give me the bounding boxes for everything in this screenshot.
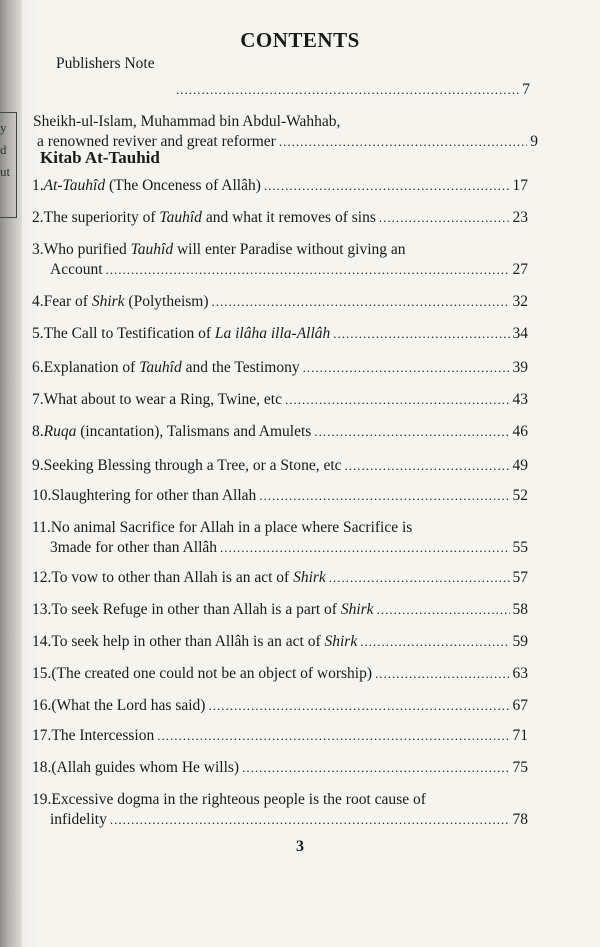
toc-entry-line: Sheikh-ul-Islam, Muhammad bin Abdul-Wahhab, [33,113,341,130]
toc-entry-label [32,568,326,588]
leader-dots [264,176,510,196]
chapter-title: What about to wear a Ring, Twine, etc [43,391,282,408]
leader-dots [279,132,527,152]
chapter-title-italic: Shirk [91,293,125,310]
toc-entry [32,390,528,410]
toc-entry-page: 59 [512,633,528,650]
toc-entry-page: 46 [512,423,528,440]
chapter-title: To seek Refuge in other than Allah is a part of [51,601,341,618]
toc-entry-label: a renowned reviver and great reformer [37,133,276,150]
chapter-title: Explanation of [43,359,140,376]
toc-entry-label [32,696,205,716]
leader-dots [110,810,510,830]
toc-entry-page: 78 [512,811,528,828]
chapter-title: (What the Lord has said) [51,697,206,714]
leader-dots [106,260,510,280]
chapter-title-italic: La ilâha illa-Allâh [214,325,331,342]
toc-entry-page: 27 [512,261,528,278]
toc-entry-page: 17 [512,177,528,194]
toc-entry-page: 52 [512,487,528,504]
chapter-title: The superiority of [43,209,160,226]
page-title: CONTENTS [240,28,360,52]
chapter-title-rest: will enter Paradise without giving an [173,241,406,258]
leader-dots [212,292,510,312]
leader-dots [345,456,510,476]
leader-dots [259,486,509,506]
toc-entry-label [32,456,342,476]
leader-dots [303,358,510,378]
toc-entry [32,518,528,558]
toc-entry [32,208,528,228]
toc-entry-page: 63 [512,665,528,682]
toc-entry-label-continued: infidelity [50,811,107,828]
toc-entry-page: 34 [512,325,528,342]
chapter-number: 12. [32,569,52,586]
toc-entry-page: 67 [512,697,528,714]
chapter-title-italic: Tauhîd [159,209,202,226]
toc-entry-page: 58 [512,601,528,618]
toc-entry-page: 39 [512,359,528,376]
toc-entry-label-continued: Account [50,261,103,278]
chapter-title-italic: Tauhîd [139,359,182,376]
toc-entry [32,664,528,684]
facing-page-text: ut [0,164,11,179]
toc-entry-label [32,600,374,620]
chapter-title: To seek help in other than Allâh is an act of [51,633,325,650]
chapter-number: 11. [32,519,51,536]
toc-entry [32,600,528,620]
toc-entry-page: 75 [512,759,528,776]
chapter-number: 18. [32,759,52,776]
leader-dots [314,422,509,442]
facing-page-text: d [0,142,7,157]
chapter-title-rest: (Polytheism) [124,293,209,310]
toc-entry [32,758,528,778]
toc-entry [32,422,528,442]
chapter-title: Who purified [43,241,131,258]
chapter-title-rest: (incantation), Talismans and Amulets [76,423,312,440]
chapter-title-rest: (The Onceness of Allâh) [105,177,261,194]
toc-entry-page: 71 [512,727,528,744]
chapter-number: 19. [32,791,52,808]
toc-entry [32,726,528,746]
chapter-title: Fear of [43,293,92,310]
toc-entry [32,486,528,506]
toc-entry [32,456,528,476]
chapter-title: Slaughtering for other than Allah [51,487,257,504]
toc-entry-page: 7 [522,81,530,98]
chapter-number: 9. [32,457,44,474]
chapter-title: Excessive dogma in the righteous people is the root cause of [51,791,426,808]
leader-dots [329,568,510,588]
toc-entry-page: 32 [512,293,528,310]
toc-entry [56,54,530,100]
toc-entry [32,632,528,652]
leader-dots [379,208,510,228]
chapter-title-italic: Ruqa [43,423,77,440]
toc-entry-label [32,292,209,312]
toc-entry-label [32,632,357,652]
leader-dots [375,664,509,684]
toc-entry-label [32,422,311,442]
toc-entry-page: 9 [530,133,538,150]
toc-entry [32,176,528,196]
chapter-title: No animal Sacrifice for Allah in a place where Sacrifice is [50,519,413,536]
chapter-number: 6. [32,359,44,376]
toc-entry [32,240,528,280]
leader-dots [157,726,509,746]
chapter-title-italic: At-Tauhîd [43,177,106,194]
toc-entry-label [32,176,261,196]
toc-entry-label [32,790,426,810]
leader-dots [220,538,509,558]
leader-dots [285,390,510,410]
chapter-number: 1. [32,177,44,194]
chapter-title: Seeking Blessing through a Tree, or a Stone, etc [43,457,342,474]
toc-entry [32,358,528,378]
leader-dots [360,632,509,652]
chapter-number: 5. [32,325,44,342]
toc-entry [32,292,528,312]
toc-entry [32,696,528,716]
chapter-number: 8. [32,423,44,440]
toc-entry [32,324,528,344]
toc-entry-page: 23 [512,209,528,226]
chapter-number: 15. [32,665,52,682]
toc-entry [32,790,528,830]
toc-entry-label [32,358,300,378]
page-number: 3 [296,838,304,855]
toc-entry-page: 55 [512,539,528,556]
chapter-title-italic: Shirk [324,633,358,650]
chapter-title-italic: Shirk [293,569,326,586]
leader-dots [333,324,509,344]
toc-entry-label [32,664,372,684]
toc-entry-label [32,390,282,410]
chapter-title: (The created one could not be an object of worship) [51,665,373,682]
chapter-title-italic: Shirk [340,601,374,618]
toc-entry-label [32,726,154,746]
chapter-title-rest: and what it removes of sins [201,209,376,226]
chapter-number: 17. [32,727,52,744]
toc-entry-label [32,208,376,228]
chapter-title: The Call to Testification of [43,325,215,342]
chapter-number: 3. [32,241,44,258]
chapter-title: (Allah guides whom He wills) [51,759,240,776]
toc-entry [32,568,528,588]
toc-entry-label [32,240,406,260]
chapter-title-rest: and the Testimony [181,359,300,376]
section-heading: Kitab At-Tauhid [40,148,160,167]
leader-dots [176,80,519,100]
toc-entry-page: 43 [512,391,528,408]
chapter-number: 7. [32,391,44,408]
chapter-title-italic: Tauhîd [130,241,174,258]
toc-entry-label [32,486,256,506]
toc-entry-page: 49 [512,457,528,474]
toc-entry [33,112,538,152]
chapter-title: The Intercession [51,727,155,744]
leader-dots [208,696,509,716]
toc-entry-label [32,324,330,344]
toc-entry-label: Publishers Note [56,55,155,72]
chapter-number: 16. [32,697,52,714]
toc-entry-label-continued: 3made for other than Allâh [50,539,218,556]
facing-page-text: y [0,120,7,135]
leader-dots [242,758,509,778]
toc-entry-label [32,518,412,538]
toc-entry-page: 57 [512,569,528,586]
toc-entry-label [32,758,239,778]
chapter-number: 13. [32,601,52,618]
chapter-number: 14. [32,633,52,650]
leader-dots [377,600,510,620]
chapter-number: 10. [32,487,52,504]
chapter-number: 2. [32,209,44,226]
chapter-title: To vow to other than Allah is an act of [51,569,294,586]
chapter-number: 4. [32,293,44,310]
